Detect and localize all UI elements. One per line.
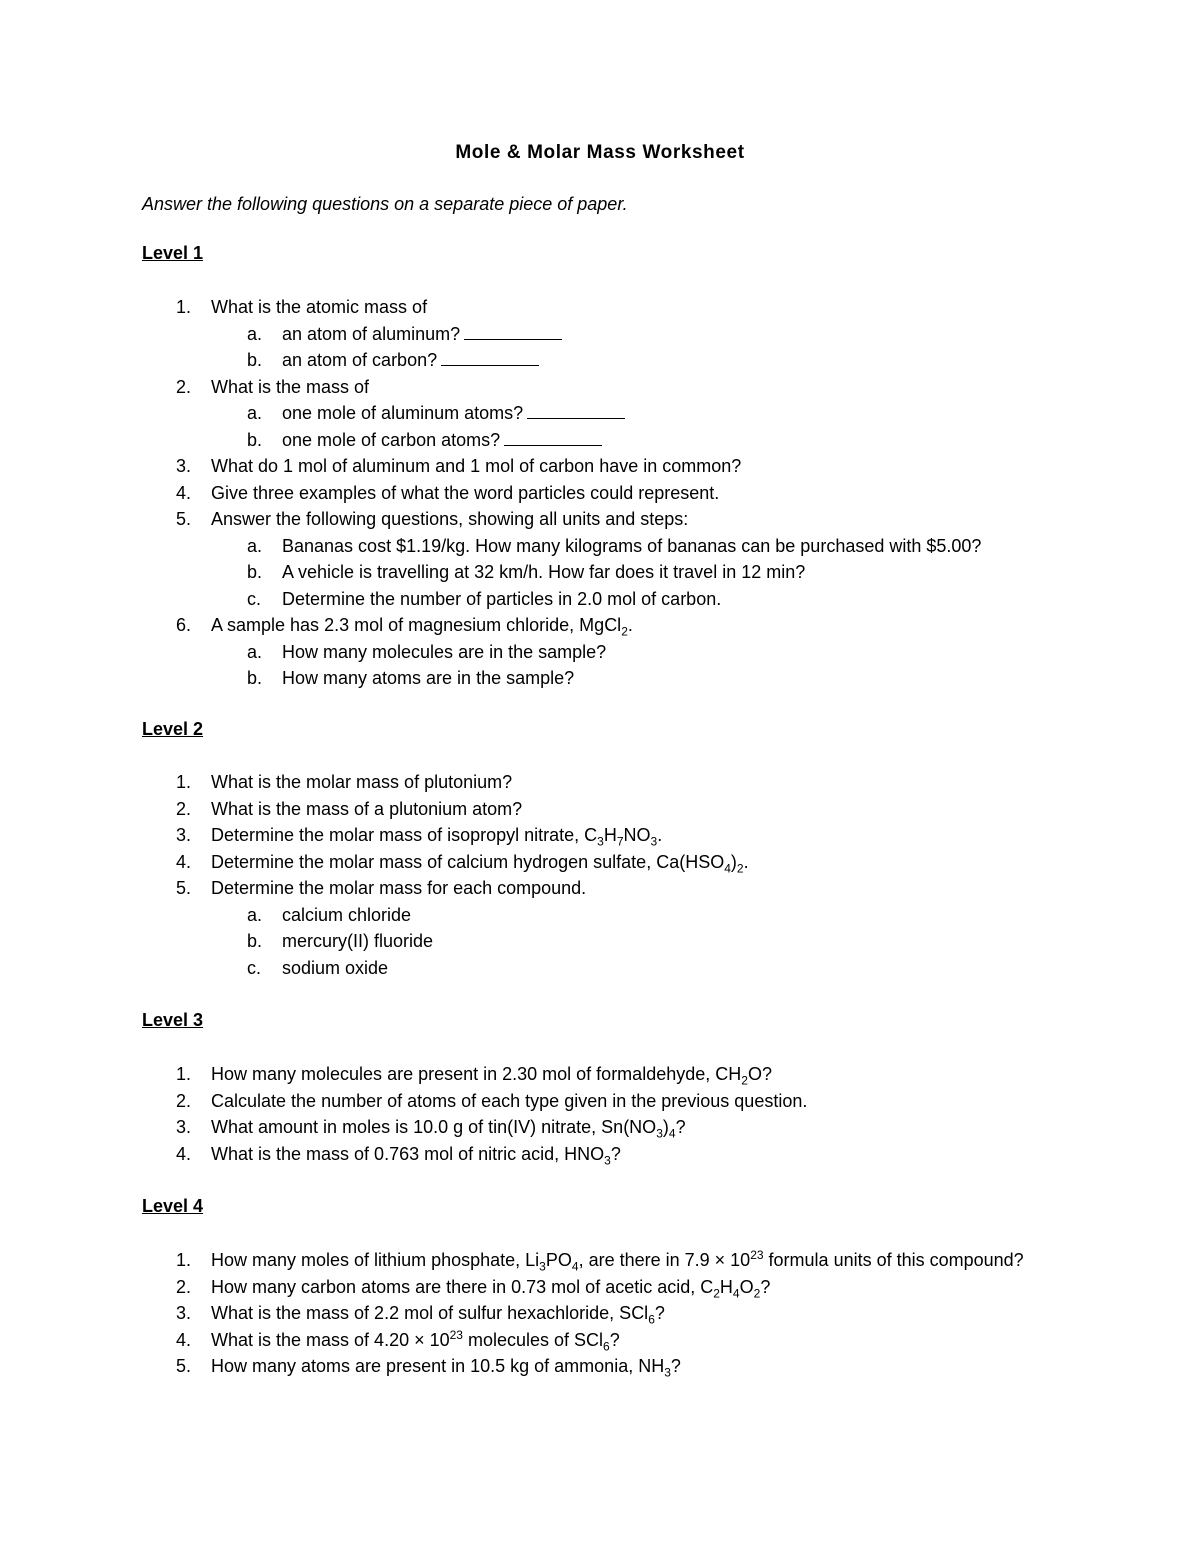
- text-run: .: [743, 851, 749, 872]
- question-text: [211, 456, 741, 476]
- sub-question-text: [282, 403, 523, 423]
- text-run: What amount in moles is 10.0 g of tin(IV) nitrate, Sn(NO: [211, 1117, 657, 1137]
- text-run: What is the mass of 2.2 mol of sulfur hexachloride, SCl: [211, 1303, 649, 1323]
- text-run: an atom of aluminum?: [282, 323, 461, 344]
- text-run: mercury(II) fluoride: [282, 931, 434, 951]
- sub-question-text: [282, 562, 805, 582]
- question-item: [142, 453, 1102, 480]
- level-1-heading: Level 1: [142, 243, 204, 263]
- question-item: [142, 1061, 1102, 1088]
- subscript: 2: [713, 1286, 720, 1301]
- sub-question-text: [282, 430, 500, 450]
- sub-question-letter: b.: [247, 350, 263, 370]
- text-run: ): [730, 851, 737, 872]
- question-number: 6.: [176, 615, 192, 635]
- subscript: 2: [621, 624, 628, 639]
- question-item: [142, 480, 1102, 507]
- question-text: [211, 1327, 620, 1354]
- question-text: [211, 1303, 665, 1327]
- question-number: 3.: [176, 1117, 192, 1137]
- text-run: How many atoms are present in 10.5 kg of ammonia, NH: [211, 1356, 665, 1376]
- subscript: 3: [656, 1126, 663, 1141]
- text-run: Determine the molar mass of isopropyl nitrate, C: [211, 825, 598, 845]
- question-number: 4.: [176, 1143, 192, 1164]
- text-run: Determine the molar mass for each compound.: [211, 878, 587, 898]
- sub-question-text: [282, 642, 606, 662]
- subscript: 3: [597, 834, 604, 849]
- subscript: 2: [753, 1286, 761, 1301]
- text-run: What is the mass of a plutonium atom?: [211, 798, 523, 819]
- subscript: 7: [616, 834, 624, 849]
- text-run: A vehicle is travelling at 32 km/h. How far does it travel in 12 min?: [282, 562, 806, 582]
- question-number: 5.: [176, 509, 192, 529]
- question-text: [211, 825, 663, 849]
- text-run: ?: [670, 1356, 681, 1376]
- question-text: [211, 1143, 621, 1168]
- text-run: Give three examples of what the word particles could represent.: [211, 482, 720, 503]
- sub-question-text: [282, 905, 411, 925]
- sub-question-letter: a.: [247, 904, 263, 925]
- question-item: [142, 294, 1102, 321]
- text-run: sodium oxide: [282, 957, 389, 978]
- question-item: [142, 1353, 1102, 1380]
- sub-question-letter: b.: [247, 562, 263, 582]
- text-run: What do 1 mol of aluminum and 1 mol of carbon have in common?: [211, 456, 742, 476]
- text-run: ?: [610, 1143, 621, 1164]
- question-number: 3.: [176, 825, 192, 845]
- text-run: Answer the following questions, showing all units and steps:: [211, 509, 689, 529]
- text-run: What is the mass of: [211, 376, 370, 397]
- text-run: O?: [747, 1064, 772, 1084]
- question-item: [142, 1300, 1102, 1327]
- sub-question-item: [142, 928, 1102, 955]
- question-text: [211, 509, 688, 529]
- question-number: 4.: [176, 851, 192, 872]
- sub-question-text: [282, 536, 981, 556]
- text-run: How many moles of lithium phosphate, Li: [211, 1250, 540, 1270]
- question-text: [211, 377, 369, 397]
- text-run: , are there in 7.9 × 10: [578, 1250, 751, 1270]
- text-run: .: [657, 825, 663, 845]
- text-run: H: [719, 1276, 733, 1297]
- sub-question-item: [142, 955, 1102, 982]
- text-run: formula units of this compound?: [763, 1250, 1024, 1270]
- text-run: Determine the number of particles in 2.0 mol of carbon.: [282, 588, 722, 609]
- question-item: [142, 1247, 1102, 1274]
- sub-question-item: [142, 400, 1102, 427]
- text-run: How many atoms are in the sample?: [282, 668, 575, 688]
- question-number: 2.: [176, 798, 192, 819]
- text-run: .: [627, 615, 633, 635]
- superscript: 23: [750, 1248, 764, 1262]
- text-run: What is the molar mass of plutonium?: [211, 772, 513, 792]
- subscript: 4: [571, 1259, 579, 1274]
- subscript: 6: [603, 1339, 610, 1354]
- question-number: 1.: [176, 1064, 192, 1084]
- question-number: 1.: [176, 772, 192, 792]
- sub-question-text: [282, 668, 574, 688]
- question-number: 2.: [176, 1090, 192, 1111]
- question-number: 2.: [176, 376, 192, 397]
- answer-blank-line: [464, 338, 562, 340]
- question-item: [142, 822, 1102, 849]
- instructions: Answer the following questions on a separate piece of paper.: [142, 194, 628, 214]
- page-title: Mole & Molar Mass Worksheet: [455, 142, 745, 163]
- question-item: [142, 374, 1102, 401]
- text-run: A sample has 2.3 mol of magnesium chloride, MgCl: [211, 615, 622, 635]
- level-1-questions: [142, 294, 1102, 692]
- text-run: How many molecules are present in 2.30 mol of formaldehyde, CH: [211, 1064, 742, 1084]
- sub-question-text: [282, 589, 721, 609]
- question-item: [142, 769, 1102, 796]
- sub-question-item: [142, 902, 1102, 929]
- sub-question-letter: a.: [247, 403, 263, 423]
- text-run: Determine the molar mass of calcium hydrogen sulfate, Ca(HSO: [211, 851, 725, 872]
- question-text: [211, 799, 522, 819]
- question-text: [211, 878, 586, 898]
- text-run: one mole of aluminum atoms?: [282, 403, 524, 423]
- question-item: [142, 875, 1102, 902]
- subscript: 4: [724, 861, 731, 876]
- text-run: What is the mass of 4.20 × 10: [211, 1329, 450, 1350]
- question-item: [142, 506, 1102, 533]
- text-run: ?: [760, 1276, 771, 1297]
- sub-question-item: [142, 665, 1102, 692]
- level-4-heading: Level 4: [142, 1196, 204, 1216]
- level-4-questions: [142, 1247, 1102, 1380]
- sub-question-letter: a.: [247, 323, 263, 344]
- sub-question-letter: b.: [247, 429, 263, 450]
- text-run: What is the atomic mass of: [211, 297, 428, 317]
- text-run: PO: [545, 1250, 572, 1270]
- question-item: [142, 612, 1102, 639]
- text-run: calcium chloride: [282, 904, 412, 925]
- level-3-questions: [142, 1061, 1102, 1167]
- question-number: 4.: [176, 1329, 192, 1350]
- text-run: ?: [609, 1329, 620, 1350]
- question-item: [142, 796, 1102, 823]
- sub-question-item: [142, 586, 1102, 613]
- question-item: [142, 849, 1102, 876]
- sub-question-letter: c.: [247, 957, 262, 978]
- text-run: How many carbon atoms are there in 0.73 mol of acetic acid, C: [211, 1276, 714, 1297]
- question-item: [142, 1088, 1102, 1115]
- text-run: NO: [623, 825, 651, 845]
- subscript: 2: [736, 861, 744, 876]
- question-number: 2.: [176, 1276, 192, 1297]
- question-item: [142, 1327, 1102, 1354]
- subscript: 3: [650, 834, 658, 849]
- sub-question-item: [142, 321, 1102, 348]
- sub-question-letter: a.: [247, 641, 263, 662]
- text-run: molecules of SCl: [462, 1329, 604, 1350]
- text-run: O: [739, 1276, 754, 1297]
- text-run: Bananas cost $1.19/kg. How many kilograms of bananas can be purchased with $5.00?: [282, 535, 982, 556]
- sub-question-letter: b.: [247, 931, 263, 951]
- sub-question-text: [282, 931, 433, 951]
- subscript: 3: [604, 1153, 611, 1168]
- question-number: 3.: [176, 1303, 192, 1323]
- question-number: 1.: [176, 1250, 192, 1270]
- question-text: [211, 297, 427, 317]
- question-item: [142, 1141, 1102, 1168]
- text-run: How many molecules are in the sample?: [282, 641, 607, 662]
- subscript: 3: [664, 1365, 671, 1380]
- question-text: [211, 615, 633, 639]
- answer-blank-line: [527, 417, 625, 419]
- question-number: 5.: [176, 878, 192, 898]
- question-number: 4.: [176, 482, 192, 503]
- text-run: ?: [654, 1303, 665, 1323]
- question-number: 3.: [176, 456, 192, 476]
- text-run: ): [662, 1117, 669, 1137]
- sub-question-item: [142, 347, 1102, 374]
- question-text: [211, 1356, 681, 1380]
- sub-question-text: [282, 350, 437, 370]
- level-2-heading: Level 2: [142, 719, 204, 739]
- question-text: [211, 483, 719, 503]
- sub-question-letter: a.: [247, 535, 263, 556]
- sub-question-text: [282, 324, 460, 344]
- answer-blank-line: [504, 444, 602, 446]
- subscript: 2: [741, 1073, 748, 1088]
- subscript: 3: [539, 1259, 546, 1274]
- question-text: [211, 851, 749, 876]
- text-run: H: [603, 825, 617, 845]
- text-run: ?: [675, 1117, 686, 1137]
- subscript: 4: [668, 1126, 676, 1141]
- subscript: 4: [732, 1286, 740, 1301]
- question-text: [211, 1064, 772, 1088]
- subscript: 6: [648, 1312, 655, 1327]
- sub-question-letter: c.: [247, 588, 262, 609]
- answer-blank-line: [441, 364, 539, 366]
- sub-question-text: [282, 958, 388, 978]
- question-item: [142, 1114, 1102, 1141]
- sub-question-item: [142, 559, 1102, 586]
- text-run: What is the mass of 0.763 mol of nitric acid, HNO: [211, 1143, 605, 1164]
- question-text: [211, 1091, 807, 1111]
- question-number: 1.: [176, 297, 192, 317]
- text-run: Calculate the number of atoms of each type given in the previous question.: [211, 1090, 808, 1111]
- sub-question-item: [142, 427, 1102, 454]
- question-item: [142, 1274, 1102, 1301]
- question-text: [211, 772, 512, 792]
- sub-question-letter: b.: [247, 668, 263, 688]
- sub-question-item: [142, 533, 1102, 560]
- sub-question-item: [142, 639, 1102, 666]
- question-number: 5.: [176, 1356, 192, 1376]
- text-run: an atom of carbon?: [282, 350, 438, 370]
- level-3-heading: Level 3: [142, 1010, 204, 1030]
- level-2-questions: [142, 769, 1102, 981]
- text-run: one mole of carbon atoms?: [282, 429, 501, 450]
- question-text: [211, 1248, 1024, 1274]
- question-text: [211, 1117, 686, 1141]
- superscript: 23: [449, 1327, 463, 1342]
- question-text: [211, 1276, 771, 1301]
